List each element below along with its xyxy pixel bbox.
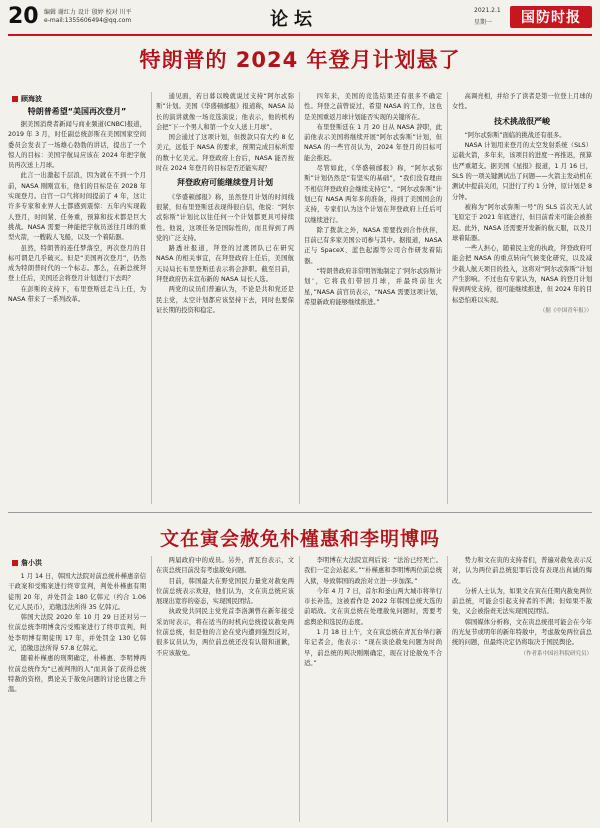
- article2-column-4: [452, 556, 592, 822]
- paragraph: 分析人士认为，如果文在寅在任期内赦免两位前总统，可能会引起支持者的不满；但如果不赦免，又会被指责无法实现国民团结。: [452, 587, 592, 616]
- paragraph: 韩国媒体分析称，文在寅总统很可能会在今年的光复节或明年的新年特赦中，考虑赦免两位前总统的问题，但最终决定仍将取决于国民舆论。: [452, 618, 592, 647]
- column-divider: [151, 92, 152, 504]
- square-bullet-icon: [12, 560, 18, 566]
- paragraph: 通见面，若日暮以晚就说过支持“阿尔忒弥斯”计划。美国《华盛顿邮报》报道称，NASA 局长的演讲就像一场竞选演说；他表示，他的机构会把“下一个男人和第一个女人送上月球”。: [156, 93, 294, 131]
- square-bullet-icon: [12, 96, 18, 102]
- paragraph: “阿尔忒弥斯”面临的挑战还有很多。: [464, 131, 566, 139]
- article2-column-2: [156, 556, 294, 822]
- article1-column-2: [156, 92, 294, 504]
- paragraph: 国会通过了这项计划，但拨款只有大约 8 亿美元，远低于 NASA 的要求，预期完成目标所需的数十亿美元。拜登政府上台后，NASA 能否按时在 2024 年登月的目标是否还能实现？: [156, 134, 294, 173]
- article1-subhead-a: 特朗普希望“美国再次登月”: [27, 107, 127, 116]
- article1-subhead-b: 拜登政府可能继续登月计划: [177, 178, 273, 188]
- paragraph: 虽然，特朗普的连任梦落空，再次登月的目标可谓是几乎破灭。但是“美国再次登月”，仍然成为特朗普时代的一个标志。那么，在新总统拜登上任后，美国还会将登月计划进行下去吗？: [8, 244, 146, 283]
- paragraph: 在彭斯的支持下，布里登斯廷走马上任，为 NASA 带来了一系列改革。: [8, 285, 146, 304]
- issue-date: 2021.2.1: [474, 7, 501, 14]
- paragraph: 今年 4 月 7 日，首尔和釜山两大城市将举行市长补选，这被看作是 2022 年韩国总统大选的前哨战。文在寅总统在处理赦免问题时，需要考虑舆论和选民的态度。: [304, 587, 442, 626]
- article2-byline: [12, 558, 42, 568]
- paragraph: 除了拨款之外，NASA 需要找到合作伙伴，目前已有多家美国公司参与其中。据报道，NASA 正与 SpaceX、蓝色起源等公司合作研发着陆器。: [304, 226, 442, 265]
- paragraph: 据美国消费者新闻与商业频道(CNBC)报道，2019 年 3 月，时任副总统彭斯在美国国家空间委员会发表了一场雄心勃勃的讲话，提出了一个惊人的目标：美国宇航局应该在 2024 年把宇航员再次送上月球。: [8, 121, 146, 170]
- paragraph: 随着朴槿惠的刑期确定，朴槿惠、李明博两位前总统作为“已被判刑的人”而具备了获得总统特赦的资格，舆论关于赦免问题的讨论也随之升温。: [8, 655, 146, 694]
- paragraph: 势力和文在寅的支持者们，普遍对赦免表示反对，认为两位前总统犯罪后没有表现出真诚的悔改。: [452, 557, 592, 585]
- column-divider: [299, 92, 300, 504]
- column-divider: [151, 556, 152, 822]
- page-header: [8, 6, 592, 32]
- paragraph: 此言一出激起千层浪，因为就在不到一个月前，NASA 刚刚宣布，他们的目标是在 2028 年实现登月。白宫一口气将时间提前了 4 年，这让许多专家和业界人士都感到震惊：五年内实现载人登月，时间紧、任务重，预算和技术都是巨大挑战。NASA 需要一种能把宇航员送往月球的重型火箭，一艘载人飞船，以及一个着陆器。: [8, 172, 146, 242]
- article1-column-4: [452, 92, 592, 504]
- paragraph: 一些人担心，随着民主党的执政，拜登政府可能会把 NASA 的重点转向气候变化研究，以及减少载人航天项目的投入，这将对“阿尔忒弥斯”计划产生影响。不过也有专家认为，NASA 的登月计划得到两党支持，很可能继续推进，但 2024 年的目标恐怕难以实现。: [452, 245, 592, 304]
- paragraph: 《华盛顿邮报》称，虽然登月计划的时间线很紧，但布里登斯廷表现得很自信，他说：“阿尔忒弥斯”计划比以往任何一个计划都更具可持续性。他说，这项任务是国际性的，而且得到了两党的广泛支持。: [156, 193, 294, 242]
- email-address: e-mail:1355606494@qq.com: [44, 17, 132, 24]
- article2-headline: 文在寅会赦免朴槿惠和李明博吗: [159, 528, 440, 550]
- article1-subhead-c: 技术挑战很严峻: [494, 116, 550, 126]
- paragraph: “特朗普政府非常明智地制定了‘阿尔忒弥斯计划’，它将我们带回月球，并最终前往火星，”NASA 前官员表示，“NASA 需要这项计划，希望新政府能够继续推进。”: [304, 268, 442, 306]
- article1-column-3: [304, 92, 442, 504]
- section-title: 论坛: [270, 9, 318, 30]
- paragraph: 执政党共同民主党党首李洛渊曾在新年接受采访时表示，将在适当的时机向总统提议赦免两位前总统，但是他的言论在党内遭到强烈反对，很多议员认为，两位前总统还没有认错和道歉，不应该赦免。: [156, 608, 294, 657]
- column-divider: [299, 556, 300, 822]
- paragraph: 两党的议员们普遍认为，不论是共和党还是民主党，太空计划都应该坚持下去，同时也要保证长期的投资和稳定。: [156, 286, 294, 314]
- paragraph: 四年来，美国的竞选结果还有很多不确定性。拜登之前曾说过，希望 NASA 的工作，这也是美国重返月球计划能否实现的关键所在。: [304, 93, 442, 121]
- paragraph: 布里登斯廷在 1 月 20 日从 NASA 辞职，此前他表示美国将继续开展“阿尔忒弥斯”计划，但 NASA 的一些官员认为，2024 年登月的目标可能会推迟。: [304, 123, 442, 162]
- header-rule: [8, 34, 592, 36]
- article1-author: 顾海波: [21, 95, 42, 103]
- article2-source: （作者系中国社科院研究员）: [520, 650, 592, 657]
- article1-column-1: [8, 120, 146, 504]
- editor-credits: 编辑 谢红力 设计 殷婷 校对 川平: [44, 9, 132, 16]
- column-divider: [447, 92, 448, 504]
- article2-author: 詹小洪: [21, 559, 42, 567]
- paragraph: 韩国大法院 2020 年 10 月 29 日还对另一位前总统李明博贪污受贿案进行了终审宣判，判处李明博有期徒刑 17 年，并处罚金 130 亿韩元，追缴违法所得 57.8 亿韩元。: [8, 614, 146, 653]
- issue-weekday: 星期一: [474, 19, 493, 26]
- paragraph: 目前，韩国最大在野党国民力量党对赦免两位前总统表示欢迎，他们认为，文在寅总统应该展现出宽容的姿态，实现国民团结。: [156, 577, 294, 606]
- article1-byline: [12, 94, 42, 104]
- paragraph: 两届政府中的成员。另外，青瓦台表示，文在寅总统目前没有考虑赦免问题。: [156, 557, 294, 575]
- paragraph: 路透社报道，拜登的过渡团队已在研究 NASA 的相关事宜，在拜登政府上任后，美国航天局局长布里登斯廷表示将会辞职。截至目前，拜登政府仍未宣布新的 NASA 局长人选。: [156, 245, 294, 284]
- article1-headline: 特朗普的 2024 年登月计划悬了: [139, 48, 461, 72]
- paragraph: 1 月 14 日，韩国大法院对前总统朴槿惠亲信干政案和受贿案进行终审宣判，判处朴槿惠有期徒刑 20 年，并处罚金 180 亿韩元（约合 1.06 亿元人民币），追缴违法所得 35 亿韩元。: [8, 573, 146, 611]
- article1-source: （据《中国青年报》）: [539, 307, 592, 314]
- paragraph: 李明博在大法院宣判后说：“法治已经死亡。我们一定会站起来。”“朴槿惠和李明博两位前总统入狱，导致韩国的政治对立进一步加深。”: [304, 557, 442, 585]
- paragraph: NASA 计划用来登月的太空发射系统（SLS）运载火箭，多年来，该项目的进度一再推迟，预算也严重超支。据美国《星报》报道，1 月 16 日，SLS 的一项关键测试出了问题——火箭主发动机在测试中提前关闭，只进行了约 1 分钟，原计划是 8 分钟。: [452, 142, 592, 201]
- newspaper-logo: 国防时报: [510, 6, 592, 28]
- paragraph: 1 月 18 日上午，文在寅总统在青瓦台举行新年记者会，他表示：“现在谈论赦免问题为时尚早，前总统的判决刚刚确定，现在讨论赦免不合适。”: [304, 629, 442, 667]
- article2-column-1: [8, 572, 146, 822]
- column-divider: [447, 556, 448, 822]
- article2-column-3: [304, 556, 442, 822]
- paragraph: 尽管如此，《华盛顿邮报》称，“阿尔忒弥斯”计划仍然是“有坚实的基础”，“我们没有理由不相信拜登政府会继续支持它”。“阿尔忒弥斯”计划已有 NASA 两年多的准备，得到了美国国会的支持，专家们认为这个计划在拜登政府上任后可以继续进行。: [304, 165, 442, 224]
- article-separator: [8, 512, 592, 513]
- paragraph: 高调亮相，并给予了读者是第一位登上月球的女性。: [452, 93, 592, 111]
- page-number: 20: [8, 4, 39, 29]
- paragraph: 被称为“阿尔忒弥斯一号”的 SLS 首次无人试飞原定于 2021 年底进行，但目前看来可能会被推迟。此外，NASA 还需要开发新的航天服，以及月球着陆器。: [452, 203, 592, 242]
